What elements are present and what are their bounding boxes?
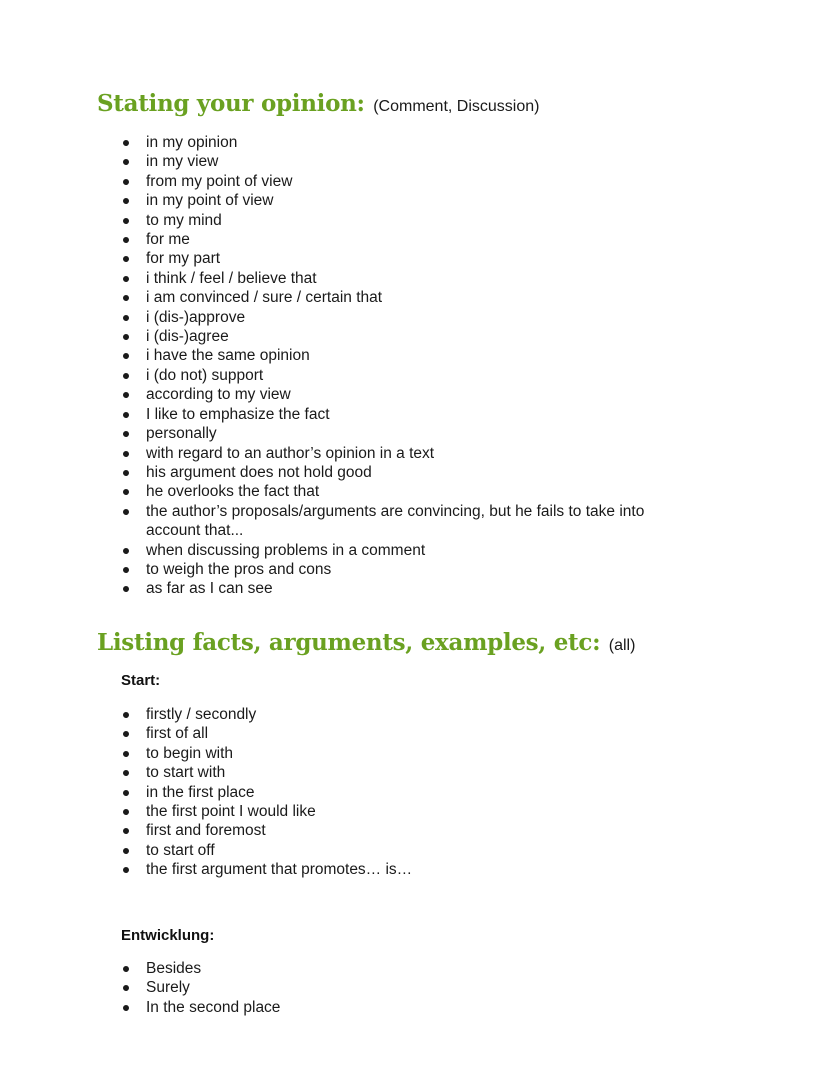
list-item: in my opinion [121,133,701,152]
list-item: i (do not) support [121,366,701,385]
list-item: i (dis-)approve [121,308,701,327]
subheading-start: Start: [121,672,161,689]
list-item: in my view [121,152,701,171]
list-item: first of all [121,724,701,743]
list-item: for me [121,230,701,249]
list-item: Surely [121,978,701,997]
list-item: In the second place [121,998,701,1017]
list-item: when discussing problems in a comment [121,541,701,560]
list-item: in my point of view [121,191,701,210]
start-phrase-list [121,705,701,880]
list-item: i am convinced / sure / certain that [121,288,701,307]
list-item: the author’s proposals/arguments are convincing, but he fails to take into account that... [121,502,701,541]
opinion-phrase-list [121,133,701,599]
list-item: i (dis-)agree [121,327,701,346]
list-item: his argument does not hold good [121,463,701,482]
section-note: (Comment, Discussion) [373,98,540,115]
list-item: firstly / secondly [121,705,701,724]
section-note: (all) [608,637,636,654]
list-item: with regard to an author’s opinion in a text [121,444,701,463]
list-item: i have the same opinion [121,346,701,365]
development-phrase-list [121,959,701,1017]
section-heading-opinion [97,90,539,117]
list-item: the first argument that promotes… is… [121,860,701,879]
list-item: to start with [121,763,701,782]
list-item: Besides [121,959,701,978]
list-item: to weigh the pros and cons [121,560,701,579]
list-item: personally [121,424,701,443]
subheading-development: Entwicklung: [121,927,215,944]
list-item: to my mind [121,211,701,230]
list-item: first and foremost [121,821,701,840]
list-item: in the first place [121,783,701,802]
section-heading-listing [97,629,635,656]
list-item: he overlooks the fact that [121,482,701,501]
section-title: Stating your opinion: [97,90,365,117]
list-item: to start off [121,841,701,860]
list-item: i think / feel / believe that [121,269,701,288]
list-item: I like to emphasize the fact [121,405,701,424]
section-title: Listing facts, arguments, examples, etc: [97,629,601,656]
list-item: to begin with [121,744,701,763]
list-item: from my point of view [121,172,701,191]
list-item: as far as I can see [121,579,701,598]
list-item: for my part [121,249,701,268]
list-item: the first point I would like [121,802,701,821]
list-item: according to my view [121,385,701,404]
